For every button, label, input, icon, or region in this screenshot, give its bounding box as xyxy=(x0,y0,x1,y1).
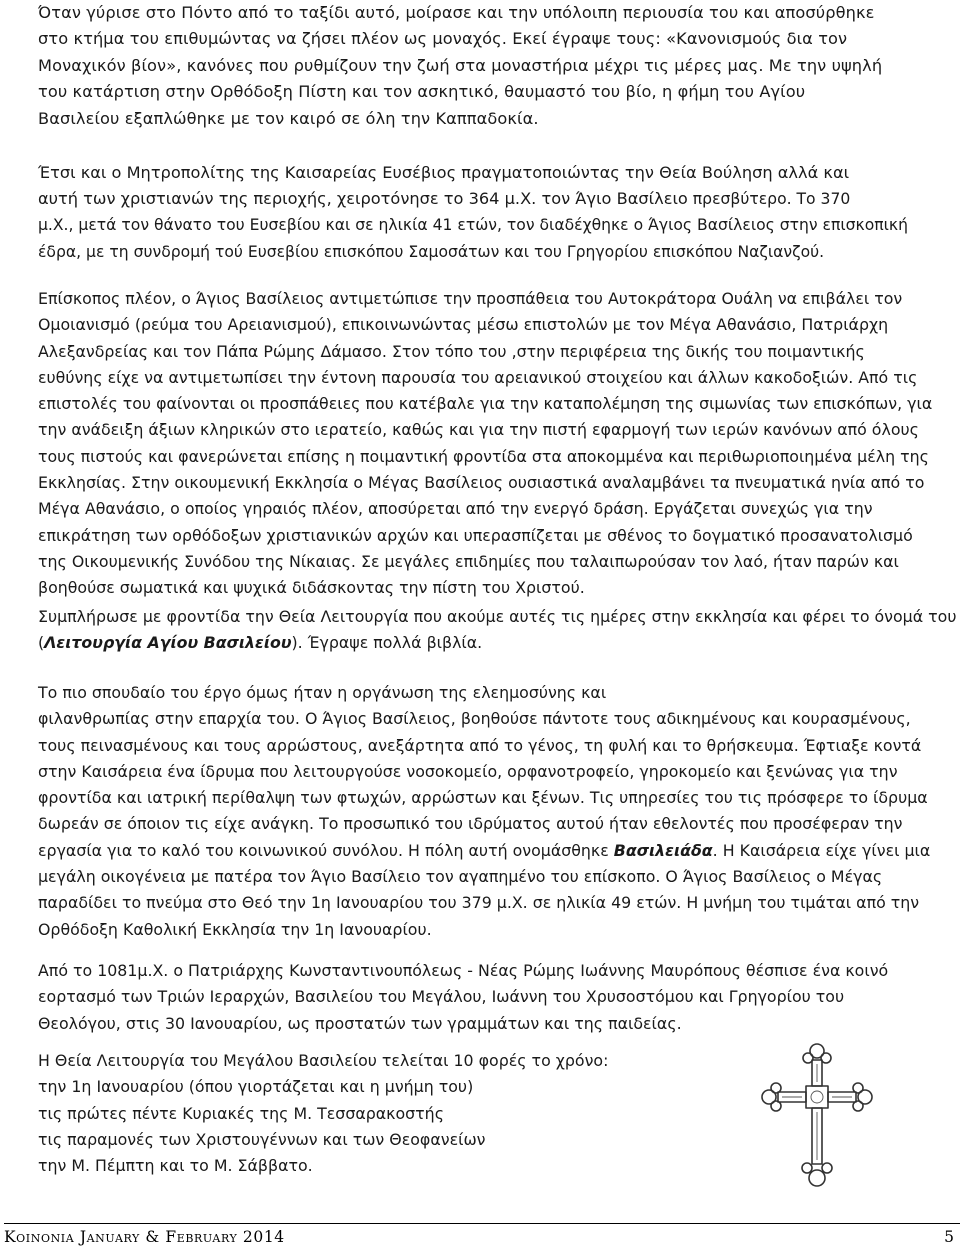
text-line: δωρεάν σε όποιον τις είχε ανάγκη. Το προσωπικό του ιδρύματος αυτού ήταν εθελοντές που προσέφεραν την xyxy=(38,814,903,834)
text-line: Θεολόγου, στις 30 Ιανουαρίου, ως προστατών των γραμμάτων και της παιδείας. xyxy=(38,1013,682,1033)
list-item: τις παραμονές των Χριστουγέννων και των Θεοφανείων xyxy=(38,1129,486,1149)
text-line: φιλανθρωπίας στην επαρχία του. Ο Άγιος Βασίλειος, βοηθούσε πάντοτε τους αδικημένους και κουρασμένους, xyxy=(38,709,911,729)
text-span: αυτή των χριστιανών της περιοχής, χειροτόνησε το 364 μ.Χ. τον Άγιο Βασίλειο xyxy=(38,189,688,209)
text-line: ευθύνης είχε να αντιμετωπίσει την έντονη παρουσία του αρειανικού στοιχείου και άλλων κακοδοξιών. Από τις xyxy=(38,367,918,387)
text-line xyxy=(38,630,928,656)
orthodox-cross-icon xyxy=(758,1040,876,1190)
text-line: Εκκλησίας. Στην οικουμενική Εκκλησία ο Μέγας Βασίλειος ουσιαστικά αναλαμβάνει τα πνευματικά ηνία από το xyxy=(38,473,925,493)
text-line: βοηθούσε σωματικά και ψυχικά διδάσκοντας την πίστη του Χριστού. xyxy=(38,578,585,598)
footer-divider xyxy=(4,1223,960,1224)
text-span: ( xyxy=(38,633,45,653)
text-line: Μέγα Αθανάσιο, ο οποίος γηραιός πλέον, αποσύρεται από την ενεργό δράση. Εργάζεται συνεχώς για την xyxy=(38,499,873,519)
text-line: έδρα, με τη συνδρομή τού Ευσεβίου επισκόπου Σαμοσάτων και του Γρηγορίου επισκόπου Ναζιανζού. xyxy=(38,242,825,261)
text-line: Συμπλήρωσε με φροντίδα την Θεία Λειτουργία που ακούμε αυτές τις ημέρες στην εκκλησία και φέρει το όνομά του xyxy=(38,607,957,626)
text-span: πρεσβύτερο. Το 370 xyxy=(687,190,851,209)
text-line: τους πεινασμένους και τους αρρώστους, ανεξάρτητα από το γένος, τη φυλή και το θρήσκευμα. Έφτιαξε κοντά xyxy=(38,735,922,755)
text-line: του κατάρτιση στην Ορθόδοξη Πίστη και τον ασκητικό, θαυμαστό του βίο, η φήμη του Αγίου xyxy=(38,82,806,102)
text-line: Από το 1081μ.Χ. ο Πατριάρχης Κωνσταντινουπόλεως - Νέας Ρώμης Ιωάννης Μαυρόπους θέσπισε ένα κοινό xyxy=(38,961,889,980)
liturgy-title: Λειτουργία Αγίου Βασιλείου xyxy=(44,633,292,653)
text-line: Ομοιανισμό (ρεύμα του Αρειανισμού), επικοινωνώντας μέσω επιστολών με τον Μέγα Αθανάσιο, Πατριάρχη xyxy=(38,315,889,335)
text-line: Αλεξανδρείας και τον Πάπα Ρώμης Δάμασο. Στον τόπο του ,στην περιφέρεια της δικής του ποιμαντικής xyxy=(38,341,865,361)
text-line: την ανάδειξη άξιων κληρικών στο ιερατείο, καθώς και για την πιστή εφαρμογή των ιερών κανόνων από όλους xyxy=(38,420,919,440)
text-line: Μοναχικόν βίον», κανόνες που ρυθμίζουν την ζωή στα μοναστήρια μέχρι τις μέρες μας. Με την υψηλή xyxy=(38,55,883,75)
text-line xyxy=(38,838,931,864)
text-line: Επίσκοπος πλέον, ο Άγιος Βασίλειος αντιμετώπισε την προσπάθεια του Αυτοκράτορα Ουάλη να επιβάλει τον xyxy=(38,289,903,308)
text-line: Έτσι και ο Μητροπολίτης της Καισαρείας Ευσέβιος πραγματοποιώντας την Θεία Βούληση αλλά και xyxy=(38,163,850,182)
text-line: τους πιστούς και φανερώνεται επίσης η ποιμαντική φροντίδα στα αποκομμένα και περιθωριοποιημένα μέλη της xyxy=(38,446,929,466)
paragraph-three-hierarchs xyxy=(38,958,928,1037)
footer-page-number: 5 xyxy=(944,1228,954,1246)
text-line: στο κτήμα του επιθυμώντας να ζήσει πλέον ως μοναχός. Εκεί έγραψε τους: «Κανονισμούς δια τον xyxy=(38,29,848,49)
text-line: μεγάλη οικογένεια με πατέρα τον Άγιο Βασίλειο τον αγαπημένο του επίσκοπο. Ο Άγιος Βασίλειος ο Μέγας xyxy=(38,867,883,887)
text-span: ). Έγραψε πολλά βιβλία. xyxy=(291,633,483,653)
text-line: Το πιο σπουδαίο του έργο όμως ήταν η οργάνωση της ελεημοσύνης και xyxy=(38,683,607,702)
text-line: παραδίδει το πνεύμα στο Θεό την 1η Ιανουαρίου του 379 μ.Χ. σε ηλικία 49 ετών. Η μνήμη του τιμάται από την xyxy=(38,893,920,913)
text-line: Ορθόδοξη Καθολική Εκκλησία την 1η Ιανουαρίου. xyxy=(38,919,432,939)
text-line xyxy=(38,186,928,212)
text-line: στην Καισάρεια ένα ίδρυμα που λειτουργούσε νοσοκομείο, ορφανοτροφείο, γηροκομείο και ξενώνας για την xyxy=(38,761,898,781)
footer-publication-title: Koinonia January & February 2014 xyxy=(4,1228,285,1246)
text-span: εργασία για το καλό του κοινωνικού συνόλου. Η πόλη αυτή ονομάσθηκε xyxy=(38,840,614,860)
text-line: της Οικουμενικής Συνόδου της Νίκαιας. Σε μεγάλες επιδημίες που ταλαιπωρούσαν τον λαό, ήταν παρών και xyxy=(38,551,899,571)
text-line: μ.Χ., μετά τον θάνατο του Ευσεβίου και σε ηλικία 41 ετών, τον διαδέχθηκε ο Άγιος Βασίλειος στην επισκοπική xyxy=(38,216,909,235)
text-line: Βασιλείου εξαπλώθηκε με τον καιρό σε όλη την Καππαδοκία. xyxy=(38,108,539,128)
paragraph-liturgy xyxy=(38,604,957,657)
paragraph-bishop xyxy=(38,286,933,602)
paragraph-charity xyxy=(38,680,931,943)
list-item: την 1η Ιανουαρίου (όπου γιορτάζεται και η μνήμη του) xyxy=(38,1077,474,1097)
text-span: . Η Καισάρεια είχε γίνει μια xyxy=(712,840,931,860)
text-line: εορτασμό των Τριών Ιεραρχών, Βασιλείου του Μεγάλου, Ιωάννη του Χρυσοστόμου και Γρηγορίου του xyxy=(38,987,845,1007)
text-line: Η Θεία Λειτουργία του Μεγάλου Βασιλείου τελείται 10 φορές το χρόνο: xyxy=(38,1051,609,1070)
list-item: την Μ. Πέμπτη και το Μ. Σάββατο. xyxy=(38,1156,313,1176)
paragraph-monastic-life xyxy=(38,0,928,132)
paragraph-liturgy-schedule xyxy=(38,1048,738,1179)
text-line: επικράτηση των ορθόδοξων χριστιανικών αρχών και υπερασπίζεται με σθένος το δογματικό προσανατολισμό xyxy=(38,525,913,545)
basiliada-name: Βασιλειάδα xyxy=(613,840,713,860)
text-line: φροντίδα και ιατρική περίθαλψη των φτωχών, αρρώστων και ξένων. Τις υπηρεσίες του τις πρόσφερε το ίδρυμα xyxy=(38,788,928,808)
text-line: επιστολές του φαίνονται οι προσπάθειες που κατέβαλε για την καταπολέμηση της σιμωνίας των επισκόπων, για xyxy=(38,394,933,414)
text-line: Όταν γύρισε στο Πόντο από το ταξίδι αυτό, μοίρασε και την υπόλοιπη περιουσία του και αποσύρθηκε xyxy=(38,3,875,22)
list-item: τις πρώτες πέντε Κυριακές της Μ. Τεσσαρακοστής xyxy=(38,1103,444,1123)
paragraph-ordination xyxy=(38,160,928,265)
